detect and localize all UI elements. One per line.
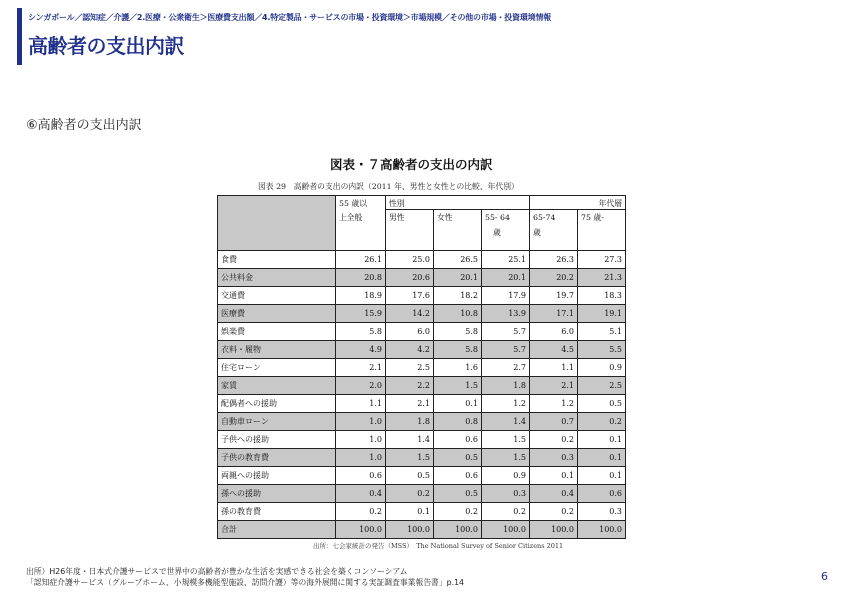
row-value: 5.8 [434, 341, 482, 359]
row-value: 0.5 [386, 467, 434, 485]
table-row [218, 305, 626, 323]
row-value: 0.7 [530, 413, 578, 431]
row-value: 1.4 [386, 431, 434, 449]
table-row [218, 503, 626, 521]
row-value: 1.1 [336, 395, 386, 413]
row-value: 100.0 [482, 521, 530, 539]
row-value: 19.7 [530, 287, 578, 305]
table-row [218, 431, 626, 449]
header-age-65-74-line1: 65-74 [533, 213, 556, 222]
table-row [218, 521, 626, 539]
row-label: 衣料・履物 [218, 341, 336, 359]
breadcrumb: シンガポール／認知症／介護／2.医療・公衆衛生＞医療費支出額／4.特定製品・サービスの市場・投資環境＞市場規模／その他の市場・投資環境情報 [28, 13, 552, 22]
row-value: 18.2 [434, 287, 482, 305]
row-value: 17.6 [386, 287, 434, 305]
row-value: 2.1 [386, 395, 434, 413]
row-value: 26.5 [434, 251, 482, 269]
row-value: 1.2 [530, 395, 578, 413]
row-value: 1.0 [336, 431, 386, 449]
row-value: 0.5 [578, 395, 626, 413]
footer-source-line1: 出所）H26年度・日本式介護サービスで世界中の高齢者が豊かな生活を実感できる社会を築くコンソーシアム [26, 567, 408, 576]
header-male: 男性 [386, 210, 434, 251]
row-value: 0.5 [434, 449, 482, 467]
page-number: 6 [821, 570, 828, 583]
title-accent-bar [17, 8, 22, 65]
row-value: 100.0 [336, 521, 386, 539]
row-value: 25.0 [386, 251, 434, 269]
row-value: 4.5 [530, 341, 578, 359]
row-value: 100.0 [434, 521, 482, 539]
row-value: 0.1 [578, 449, 626, 467]
row-value: 0.4 [530, 485, 578, 503]
header-all-line1: 55 歳以 [336, 196, 386, 210]
footer-source-line2: 「認知症介護サービス（グループホーム、小規模多機能型施設、訪問介護）等の海外展開に関する実証調査事業報告書」p.14 [26, 578, 464, 587]
row-value: 1.5 [434, 377, 482, 395]
row-value: 17.1 [530, 305, 578, 323]
row-value: 0.1 [578, 467, 626, 485]
row-value: 20.6 [386, 269, 434, 287]
row-value: 1.1 [530, 359, 578, 377]
row-label: 合計 [218, 521, 336, 539]
table-header-row [218, 196, 626, 210]
row-value: 2.1 [530, 377, 578, 395]
row-value: 20.1 [434, 269, 482, 287]
row-label: 娯楽費 [218, 323, 336, 341]
table-row [218, 287, 626, 305]
table-caption: 図表 29 高齢者の支出の内訳（2011 年、男性と女性との比較、年代別） [258, 182, 519, 191]
row-value: 100.0 [386, 521, 434, 539]
table-row [218, 377, 626, 395]
row-value: 1.0 [336, 449, 386, 467]
row-value: 2.2 [386, 377, 434, 395]
row-value: 2.7 [482, 359, 530, 377]
table-row [218, 413, 626, 431]
row-value: 0.2 [434, 503, 482, 521]
row-value: 19.1 [578, 305, 626, 323]
row-value: 15.9 [336, 305, 386, 323]
table-row [218, 269, 626, 287]
row-value: 0.6 [434, 431, 482, 449]
row-value: 0.1 [434, 395, 482, 413]
row-label: 医療費 [218, 305, 336, 323]
row-label: 公共料金 [218, 269, 336, 287]
row-value: 1.5 [386, 449, 434, 467]
row-value: 6.0 [386, 323, 434, 341]
row-value: 2.5 [578, 377, 626, 395]
row-value: 2.5 [386, 359, 434, 377]
row-value: 14.2 [386, 305, 434, 323]
row-label: 孫への援助 [218, 485, 336, 503]
row-value: 0.5 [434, 485, 482, 503]
row-value: 0.2 [530, 431, 578, 449]
row-value: 1.5 [482, 431, 530, 449]
header-age: 年代層 [530, 196, 626, 210]
header-gender: 性別 [386, 196, 530, 210]
table-body [218, 251, 626, 539]
row-label: 食費 [218, 251, 336, 269]
header-female: 女性 [434, 210, 482, 251]
row-value: 4.9 [336, 341, 386, 359]
row-label: 子供への援助 [218, 431, 336, 449]
row-value: 25.1 [482, 251, 530, 269]
page-title: 高齢者の支出内訳 [28, 34, 184, 58]
header-age-55-64-line2: 歳 [493, 228, 501, 237]
row-value: 0.1 [578, 431, 626, 449]
row-value: 0.9 [578, 359, 626, 377]
section-heading: ⑥高齢者の支出内訳 [26, 118, 142, 133]
row-value: 5.1 [578, 323, 626, 341]
row-value: 1.8 [482, 377, 530, 395]
row-value: 1.6 [434, 359, 482, 377]
table-row [218, 485, 626, 503]
row-label: 両親への援助 [218, 467, 336, 485]
row-value: 0.3 [578, 503, 626, 521]
row-value: 0.2 [336, 503, 386, 521]
row-value: 5.8 [434, 323, 482, 341]
row-value: 1.5 [482, 449, 530, 467]
row-value: 0.1 [530, 467, 578, 485]
row-value: 0.8 [434, 413, 482, 431]
table-row [218, 467, 626, 485]
figure-source-note: 出所：七会家統計の発告（MSS） The National Survey of Senior Citizens 2011 [313, 542, 564, 550]
row-label: 孫の教育費 [218, 503, 336, 521]
header-age-75: 75 歳- [578, 210, 626, 251]
row-value: 0.2 [482, 503, 530, 521]
table-row [218, 359, 626, 377]
row-value: 2.1 [336, 359, 386, 377]
row-value: 1.0 [336, 413, 386, 431]
header-age-55-64-line1: 55- 64 [485, 213, 510, 222]
row-value: 18.9 [336, 287, 386, 305]
header-age-55-64 [482, 210, 530, 251]
figure-title: 図表・７高齢者の支出の内訳 [330, 157, 493, 172]
row-label: 交通費 [218, 287, 336, 305]
table-row [218, 395, 626, 413]
table-row [218, 251, 626, 269]
row-value: 1.4 [482, 413, 530, 431]
row-value: 0.6 [336, 467, 386, 485]
table-row [218, 341, 626, 359]
row-value: 26.3 [530, 251, 578, 269]
row-value: 20.1 [482, 269, 530, 287]
row-label: 家賃 [218, 377, 336, 395]
row-value: 100.0 [578, 521, 626, 539]
row-value: 2.0 [336, 377, 386, 395]
header-age-65-74-line2: 歳 [533, 228, 541, 237]
row-value: 13.9 [482, 305, 530, 323]
row-value: 0.4 [336, 485, 386, 503]
row-label: 自動車ローン [218, 413, 336, 431]
row-value: 5.7 [482, 341, 530, 359]
row-value: 0.9 [482, 467, 530, 485]
row-value: 20.8 [336, 269, 386, 287]
row-value: 100.0 [530, 521, 578, 539]
row-value: 1.2 [482, 395, 530, 413]
row-value: 0.1 [386, 503, 434, 521]
row-value: 6.0 [530, 323, 578, 341]
row-label: 住宅ローン [218, 359, 336, 377]
table-row [218, 449, 626, 467]
row-label: 子供の教育費 [218, 449, 336, 467]
row-value: 17.9 [482, 287, 530, 305]
row-value: 0.2 [530, 503, 578, 521]
row-value: 26.1 [336, 251, 386, 269]
row-value: 0.3 [482, 485, 530, 503]
row-value: 20.2 [530, 269, 578, 287]
header-all-line2: 上全般 [336, 210, 386, 251]
row-value: 0.2 [578, 413, 626, 431]
header-age-65-74 [530, 210, 578, 251]
row-label: 配偶者への援助 [218, 395, 336, 413]
row-value: 0.2 [386, 485, 434, 503]
footer-source [26, 566, 464, 588]
row-value: 4.2 [386, 341, 434, 359]
expenditure-table [217, 195, 626, 539]
row-value: 5.7 [482, 323, 530, 341]
header-category-cell [218, 196, 336, 251]
row-value: 10.8 [434, 305, 482, 323]
row-value: 5.5 [578, 341, 626, 359]
row-value: 18.3 [578, 287, 626, 305]
row-value: 0.6 [434, 467, 482, 485]
row-value: 21.3 [578, 269, 626, 287]
row-value: 5.8 [336, 323, 386, 341]
row-value: 1.8 [386, 413, 434, 431]
row-value: 27.3 [578, 251, 626, 269]
table-row [218, 323, 626, 341]
row-value: 0.3 [530, 449, 578, 467]
row-value: 0.6 [578, 485, 626, 503]
